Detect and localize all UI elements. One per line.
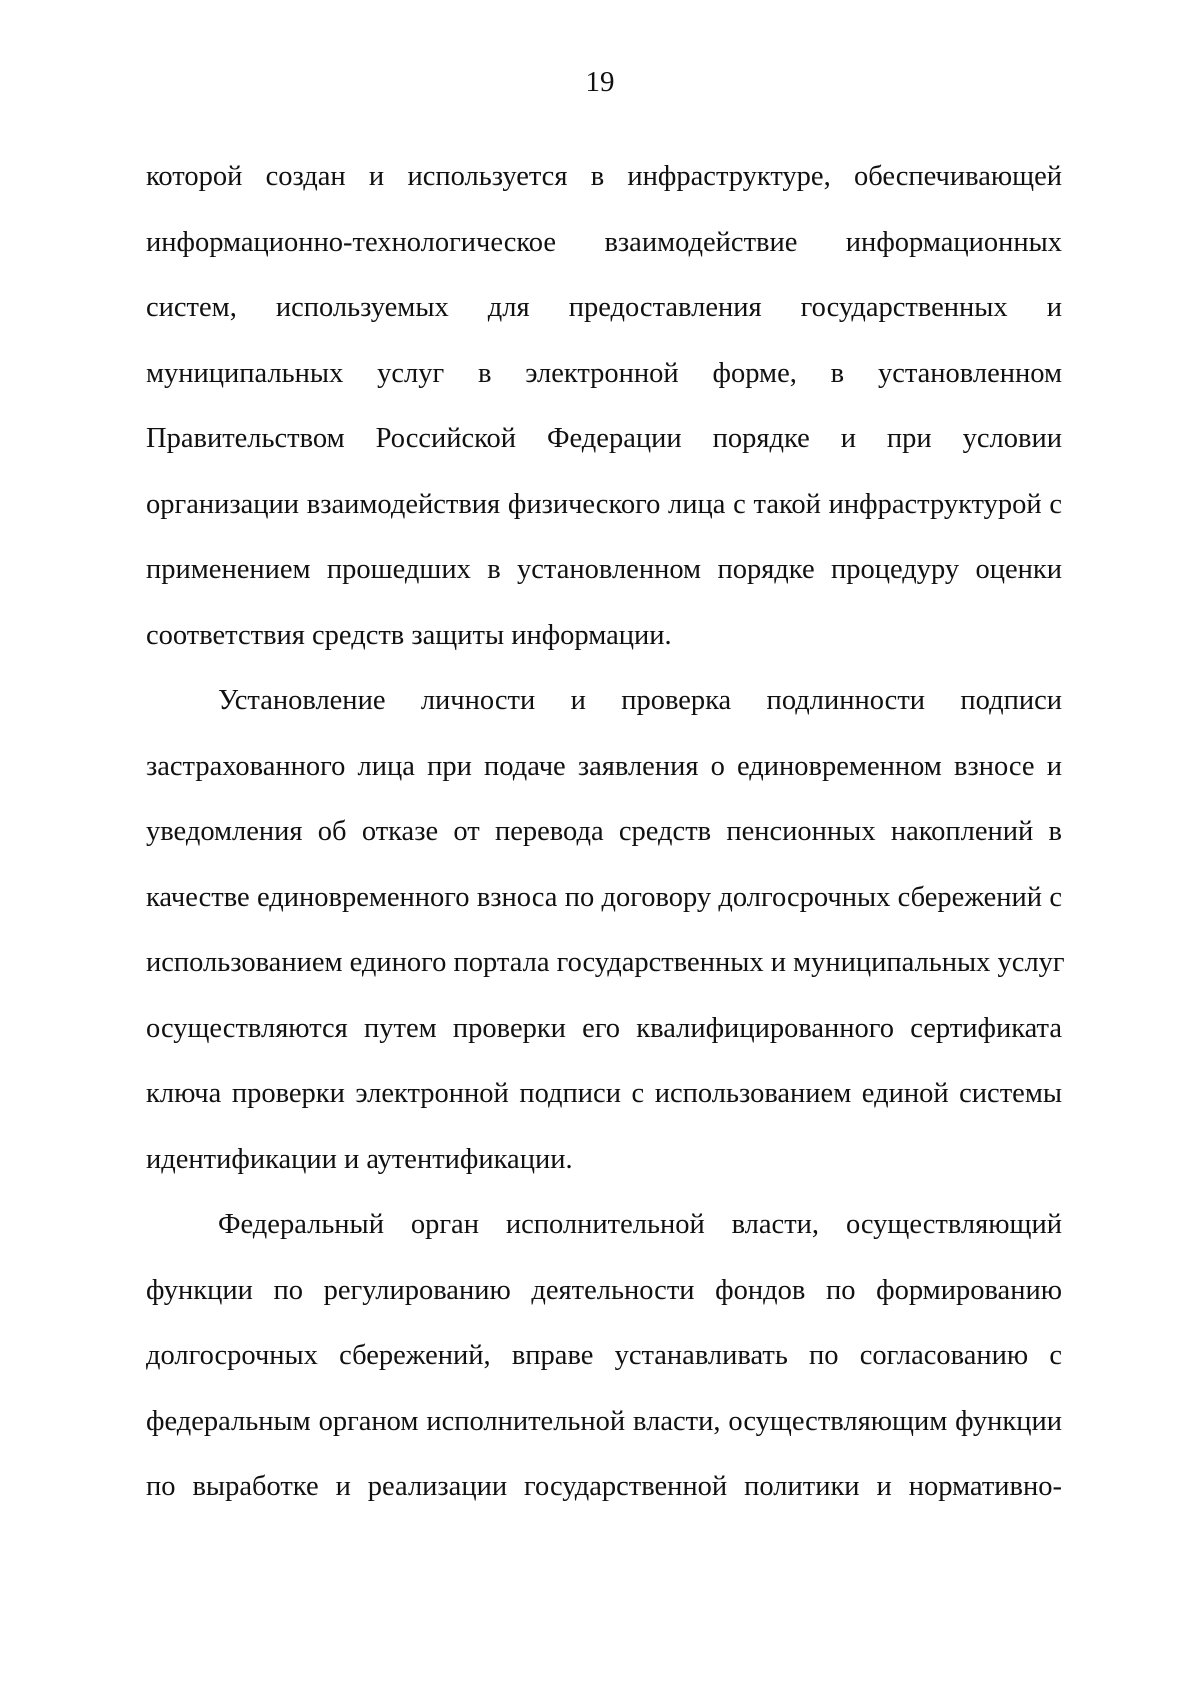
text-line: функции по регулированию деятельности фондов по формированию [146,1274,1062,1306]
text-line: которой создан и используется в инфраструктуре, обеспечивающей [146,161,1062,192]
text-line: организации взаимодействия физического лица с такой инфраструктурой с [146,488,1062,520]
text-line: применением прошедших в установленном порядке процедуру оценки [146,554,1062,585]
text-line: долгосрочных сбережений, вправе устанавливать по согласованию с [146,1340,1062,1371]
text-line: муниципальных услуг в электронной форме, в установленном [146,357,1062,389]
text-line: Установление личности и проверка подлинности подписи [218,685,1062,716]
text-line: соответствия средств защиты информации. [146,619,672,651]
page-number: 19 [585,66,615,98]
text-line: застрахованного лица при подаче заявления о единовременном взносе и [146,750,1062,782]
paragraph-2 [146,668,1065,1192]
text-line: систем, используемых для предоставления государственных и [146,292,1062,323]
paragraph-1 [146,144,1062,668]
text-line: федеральным органом исполнительной власти, осуществляющим функции [146,1405,1062,1437]
text-line: качестве единовременного взноса по договору долгосрочных сбережений с [146,881,1062,913]
text-line: уведомления об отказе от перевода средств пенсионных накоплений в [146,816,1062,847]
text-line: Федеральный орган исполнительной власти, осуществляющий [218,1209,1062,1240]
body-text [146,144,1065,1520]
paragraph-3 [146,1192,1062,1520]
text-line: идентификации и аутентификации. [146,1143,573,1175]
text-line: по выработке и реализации государственной политики и нормативно- [146,1471,1062,1502]
text-line: осуществляются путем проверки его квалифицированного сертификата [146,1012,1062,1044]
text-line: использованием единого портала государственных и муниципальных услуг [146,947,1065,978]
text-line: Правительством Российской Федерации порядке и при условии [146,423,1062,454]
text-line: информационно-технологическое взаимодействие информационных [146,226,1062,258]
text-line: ключа проверки электронной подписи с использованием единой системы [146,1078,1062,1109]
